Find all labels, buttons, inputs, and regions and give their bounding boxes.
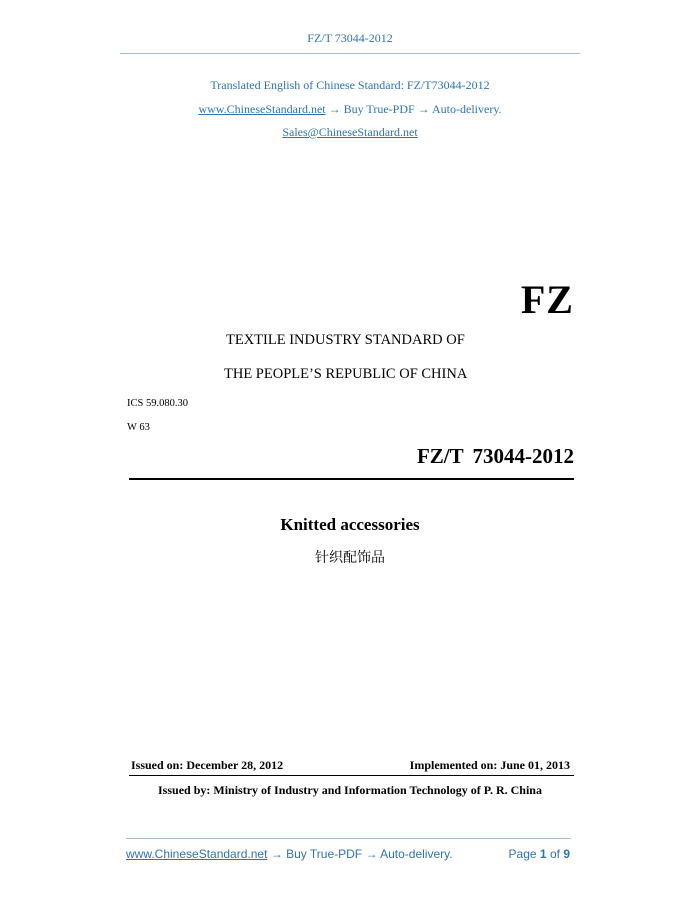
footer-site-suffix: → Buy True-PDF → Auto-delivery. [267, 847, 453, 861]
footer-site-link[interactable]: www.ChineseStandard.net [126, 847, 268, 861]
page-of: of [549, 847, 560, 861]
sales-email-link[interactable]: Sales@ChineseStandard.net [282, 125, 418, 139]
translation-title: Translated English of Chinese Standard: FZ/T73044-2012 [210, 78, 490, 92]
standard-number-rule [129, 478, 574, 480]
title-chinese: 针织配饰品 [315, 550, 385, 566]
issued-by: Issued by: Ministry of Industry and Information Technology of P. R. China [158, 783, 542, 797]
fz-mark: FZ [520, 277, 574, 322]
standard-line-2: THE PEOPLE’S REPUBLIC OF CHINA [224, 366, 468, 382]
site-suffix: → Buy True-PDF → Auto-delivery. [325, 102, 502, 116]
date-rule [129, 775, 574, 776]
ics-code: ICS 59.080.30 [127, 398, 188, 409]
page-indicator [509, 847, 570, 861]
page-current: 1 [539, 847, 547, 861]
issued-on-date: Issued on: December 28, 2012 [131, 758, 284, 772]
footer-divider [126, 838, 571, 839]
footer-site-line [126, 847, 453, 861]
w-code: W 63 [127, 422, 150, 433]
title-english: Knitted accessories [280, 515, 420, 534]
header-divider [120, 53, 580, 54]
page-word: Page [508, 847, 537, 861]
translation-site-line [0, 102, 700, 117]
page-total: 9 [563, 847, 570, 861]
standard-number: FZ/T 73044-2012 [416, 444, 574, 468]
standard-line-1: TEXTILE INDUSTRY STANDARD OF [226, 332, 465, 348]
translation-email-line [0, 125, 700, 140]
implemented-on-date: Implemented on: June 01, 2013 [409, 758, 570, 772]
running-header: FZ/T 73044-2012 [307, 31, 393, 45]
site-link[interactable]: www.ChineseStandard.net [198, 102, 326, 116]
